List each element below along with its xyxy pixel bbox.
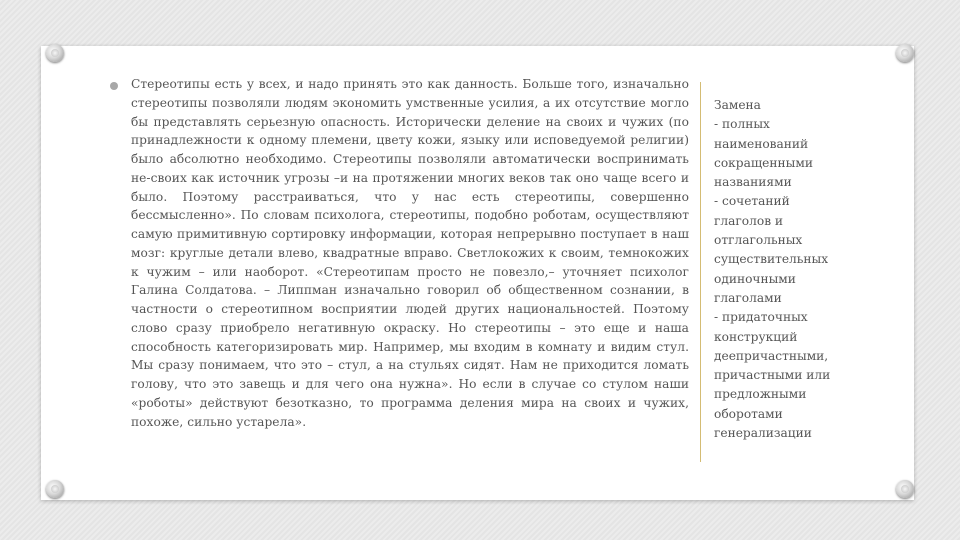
side-line: глаголов и xyxy=(714,213,784,228)
side-line: - полных xyxy=(714,117,770,132)
side-line: конструкций xyxy=(714,329,798,344)
pushpin-icon-bottom-right xyxy=(896,480,914,498)
side-line: сокращенными xyxy=(714,155,813,170)
side-line: отглагольных xyxy=(714,233,803,248)
side-line: предложными xyxy=(714,387,807,402)
side-line: - сочетаний xyxy=(714,194,790,209)
side-line: деепричастными, xyxy=(714,348,829,363)
side-line: наименований xyxy=(714,136,809,151)
side-line: причастными или xyxy=(714,368,831,383)
main-paragraph: Стереотипы есть у всех, и надо принять это как данность. Больше того, изначально стереотипы позволяли людям экономить умственные усилия, а их отсутствие могло бы представлять серьезную опасность. Исторически деление на своих и чужих (по принадлежности к одному племени, цвету кожи, языку или исповедуемой религии) было абсолютно необходимо. Стереотипы позволяли автоматически воспринимать не-своих как источник угрозы –и на протяжении многих веков так оно чаще всего и было. Поэтому расстраиваться, что у нас есть стереотипы, совершенно бессмысленно». По словам психолога, стереотипы, подобно роботам, осуществляют самую примитивную сортировку информации, которая непрерывно поступает в наш мозг: круглые детали влево, квадратные вправо. Светлокожих к своим, темнокожих к чужим – или наоборот. «Стереотипам просто не повезло,– уточняет психолог Галина Солдатова. – Липпман изначально говорил об общественном сознании, в частности о стереотипном восприятии людей других национальностей. Поэтому слово сразу приобрело негативную окраску. Но стереотипы – это еще и наша способность категоризировать мир. Например, мы входим в комнату и видим стул. Мы сразу понимаем, что это – стул, а на стульях сидят. Нам не приходится ломать голову, что это завещь и для чего она нужна». Но если в случае со стулом наши «роботы» действуют безотказно, то программа деления мира на своих и чужих, похоже, сильно устарела». xyxy=(131,77,689,429)
side-line: названиями xyxy=(714,175,792,190)
side-line: - придаточных xyxy=(714,310,808,325)
column-divider xyxy=(700,82,701,462)
pushpin-icon-bottom-left xyxy=(46,480,64,498)
bullet-icon xyxy=(110,82,118,90)
pushpin-icon-top-left xyxy=(46,44,64,62)
pushpin-icon-top-right xyxy=(896,44,914,62)
side-line: генерализации xyxy=(714,426,812,441)
side-line: глаголами xyxy=(714,290,782,305)
side-column xyxy=(714,96,874,443)
side-line: Замена xyxy=(714,98,761,112)
side-line: одиночными xyxy=(714,271,796,286)
side-line: существительных xyxy=(714,252,829,267)
side-line: оборотами xyxy=(714,406,783,421)
